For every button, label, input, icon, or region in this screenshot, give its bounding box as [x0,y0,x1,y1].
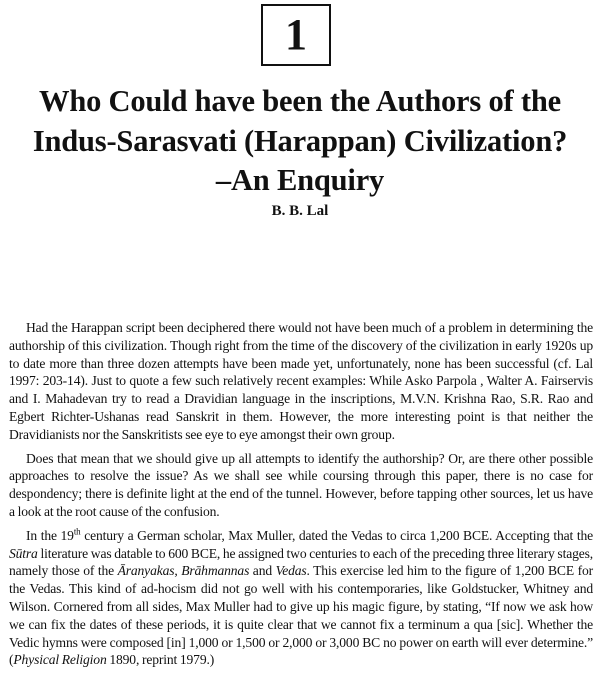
p3-text-b: century a German scholar, Max Muller, dated the Vedas to circa 1,200 BCE. Accepting that the [80,527,593,543]
p3-italic-aranyakas: Āranyakas [117,563,175,579]
chapter-title [0,82,600,201]
paragraph-3 [9,527,593,669]
title-line-2: Indus-Sarasvati (Harappan) Civilization? [32,123,568,158]
paragraph-2: Does that mean that we should give up all attempts to identify the authorship? Or, are there other possible approaches to resolve the issue? As we shall see while coursing through this paper, there is no case for despondency; there is definite light at the end of the tunnel. However, before tapping other sources, let us have a look at the root cause of the confusion. [9,450,593,519]
title-line-1: Who Could have been the Authors of the [39,84,561,118]
p3-italic-brahmanas: Brāhmannas [181,563,250,579]
paragraph-1: Had the Harappan script been deciphered there would not have been much of a problem in determining the authorship of this civilization. Though right from the time of the discovery of the civilization in early 1920s up to date more than three dozen attempts have been made yet, unfortunately, none has been successful (cf. Lal 1997: 203-14). Just to quote a few such relatively recent examples: While Asko Parpola , Walter A. Fairservis and I. Mahadevan try to read a Dravidian language in the inscriptions, M.V.N. Krishna Rao, S.R. Rao and Egbert Richter-Ushanas read Sanskrit in them. However, the more interesting point is that neither the Dravidianists nor the Sanskritists see eye to eye amongst their own group. [9,320,593,442]
p3-text-f: . This exercise led him to the figure of 1,200 BCE for the Vedas. This kind of ad-hocism did not go well with his contemporaries, like Goldstucker, Whitney and Wilson. Cornered from all sides, Max Muller had to give up his magic figure, by stating, “If now we ask how we can fix the dates of these periods, it is quite clear that we cannot fix a terminum a qua [sic]. Whether the Vedic hymns were composed [in] 1,000 or 1,500 or 2,000 or 3,000 BC no power on earth will ever determine.” ( [9,563,593,668]
p3-text-e: and [249,563,276,579]
p3-text-g: 1890, reprint 1979.) [106,652,215,668]
p3-text-d: , [174,563,182,579]
body-text [9,319,593,675]
title-line-3: –An Enquiry [215,163,385,197]
p3-italic-sutra: Sūtra [9,545,38,561]
p3-superscript: th [73,526,81,537]
p3-italic-physical-religion: Physical Religion [13,652,107,668]
p3-italic-vedas: Vedas [275,563,307,579]
p3-text-a: In the 19 [26,527,74,543]
chapter-number: 1 [285,10,307,59]
chapter-number-box [261,4,331,66]
author-name: B. B. Lal [271,203,329,219]
p3-text-c: literature was datable to 600 BCE, he assigned two centuries to each of the preceding three literary stages, namely those of the [9,545,593,579]
